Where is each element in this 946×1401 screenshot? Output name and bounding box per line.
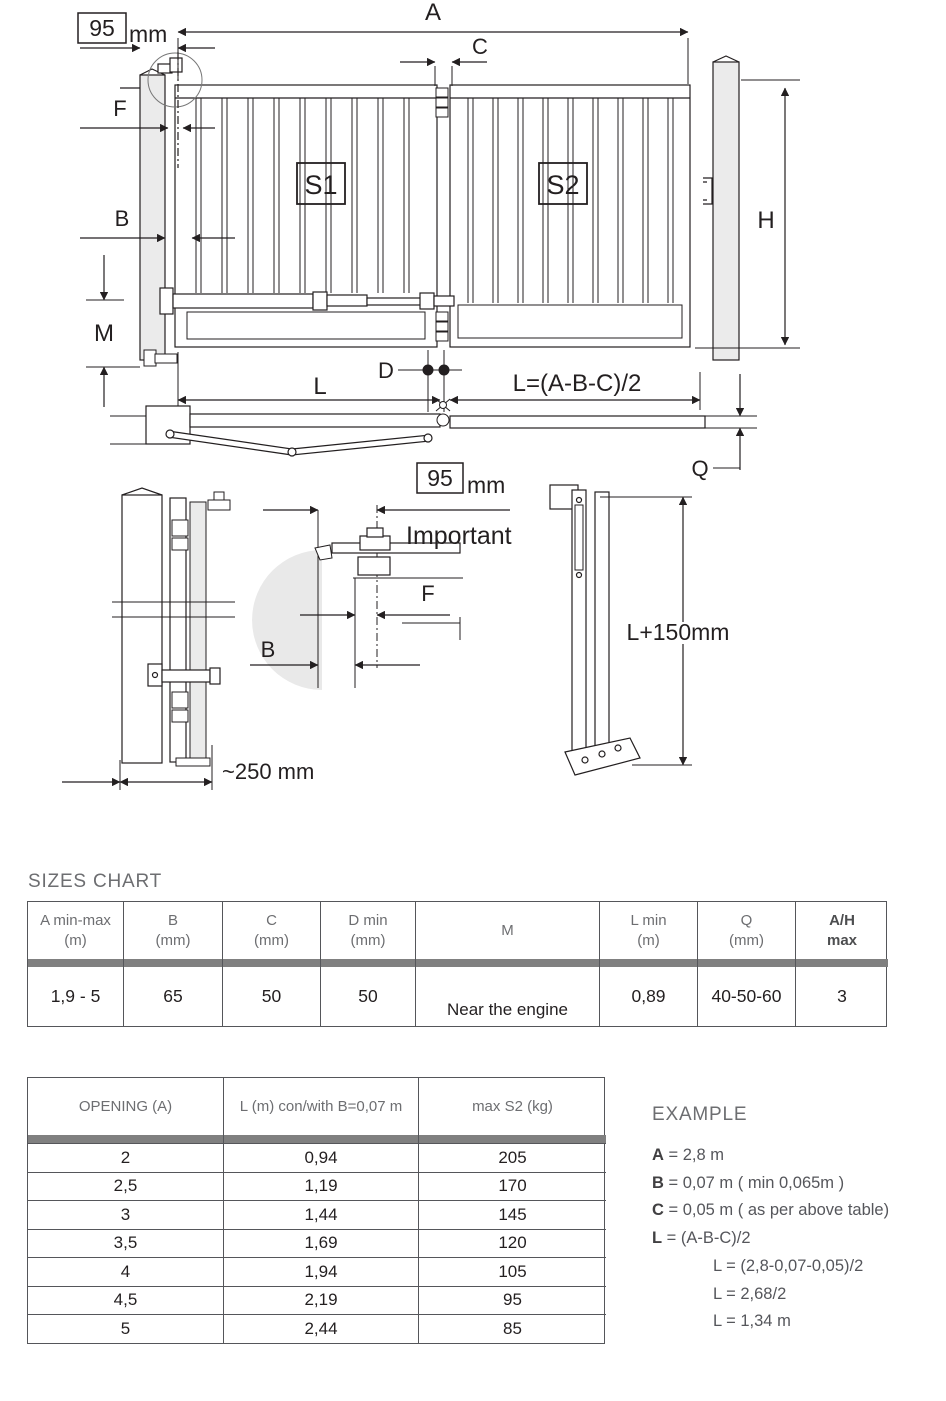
sizes-chart-table <box>27 901 887 1027</box>
col-unit: (mm) <box>254 931 289 949</box>
label-a: A <box>424 0 442 26</box>
example-text: = 0,05 m ( as per above table) <box>663 1201 890 1220</box>
example-line <box>652 1225 946 1253</box>
example-var: C <box>652 1201 664 1220</box>
leaf2-plan-bar <box>450 416 705 428</box>
separator-bar <box>224 1135 419 1143</box>
sizes-col-header <box>124 902 223 959</box>
label-q: Q <box>691 456 709 481</box>
separator-bar <box>416 959 600 967</box>
example-text: = 0,07 m ( min 0,065m ) <box>663 1173 845 1192</box>
sizes-col-header <box>600 902 698 959</box>
label-l: L <box>313 373 327 400</box>
latch-bracket <box>703 178 712 204</box>
table-cell: 1,44 <box>224 1200 419 1229</box>
d-gap-dot <box>423 365 433 375</box>
separator-bar <box>419 1135 606 1143</box>
label-d: D <box>378 358 394 383</box>
opening-table <box>27 1077 605 1344</box>
table-cell: 0,94 <box>224 1143 419 1172</box>
arm-plan-segment <box>292 435 430 455</box>
dimension-a <box>178 32 688 84</box>
sizes-col-header <box>698 902 796 959</box>
label-mm-mid: mm <box>467 472 506 498</box>
table-cell: 3,5 <box>28 1229 224 1258</box>
center-hinge-plan <box>436 399 450 426</box>
table-cell: 4 <box>28 1257 224 1286</box>
label-95-mid: 95 <box>427 465 453 491</box>
sizes-col-header <box>223 902 321 959</box>
table-cell: 2,44 <box>224 1314 419 1343</box>
col-label: B <box>167 912 178 929</box>
col-unit: (mm) <box>350 931 386 949</box>
post-front-view <box>62 488 235 790</box>
label-f: F <box>113 96 127 121</box>
table-cell: 170 <box>419 1172 606 1201</box>
table-cell: 1,69 <box>224 1229 419 1258</box>
table-cell: 85 <box>419 1314 606 1343</box>
table-cell: 5 <box>28 1314 224 1343</box>
opening-col-header: OPENING (A) <box>28 1078 224 1135</box>
leaf-projection-lines <box>398 350 462 412</box>
example-var: A <box>652 1146 664 1164</box>
label-s1: S1 <box>304 170 338 200</box>
separator-bar <box>223 959 321 967</box>
d-gap-dot <box>439 365 449 375</box>
separator-bar <box>796 959 888 967</box>
col-label: Q <box>740 912 753 929</box>
gate-leaf-s2 <box>450 85 690 347</box>
table-cell: 1,19 <box>224 1172 419 1201</box>
swing-arc-shade <box>252 550 322 690</box>
sizes-col-header <box>28 902 124 959</box>
table-cell: 145 <box>419 1200 606 1229</box>
dimension-c <box>400 62 487 86</box>
right-post <box>703 56 739 360</box>
sizes-value: 40-50-60 <box>698 967 796 1026</box>
example-section <box>652 1104 946 1336</box>
label-s2: S2 <box>546 170 580 200</box>
col-unit: (mm) <box>155 931 191 949</box>
sizes-value: Near the engine <box>416 967 600 1026</box>
sizes-value: 1,9 - 5 <box>28 967 124 1026</box>
table-cell: 2,5 <box>28 1172 224 1201</box>
label-250mm: ~250 mm <box>222 759 315 784</box>
table-cell: 95 <box>419 1286 606 1315</box>
opening-col-header: max S2 (kg) <box>472 1097 553 1115</box>
label-h: H <box>757 207 775 234</box>
col-label: L min <box>630 912 667 929</box>
dimension-h <box>695 80 800 348</box>
sizes-col-header <box>416 902 600 959</box>
separator-bar <box>321 959 416 967</box>
example-var: B <box>652 1173 664 1192</box>
sizes-value: 50 <box>321 967 416 1026</box>
sizes-col-header <box>321 902 416 959</box>
col-unit: (m) <box>64 931 87 949</box>
sizes-col-header <box>796 902 888 959</box>
example-sub-line: L = 2,68/2 <box>713 1284 787 1303</box>
example-text: = 2,8 m <box>663 1146 724 1164</box>
opening-col-header: L (m) con/with B=0,07 m <box>224 1078 419 1135</box>
dimension-q <box>713 374 740 470</box>
example-line <box>652 1170 946 1198</box>
example-line <box>652 1142 946 1170</box>
col-label: M <box>501 921 514 939</box>
table-cell: 120 <box>419 1229 606 1258</box>
separator-bar <box>28 959 124 967</box>
sizes-value: 0,89 <box>600 967 698 1026</box>
example-sub-line: L = (2,8-0,07-0,05)/2 <box>713 1256 864 1275</box>
gate-elevation-view <box>78 13 800 412</box>
example-line <box>652 1197 946 1225</box>
sizes-value: 3 <box>837 986 847 1006</box>
example-sub-line: L = 1,34 m <box>713 1312 791 1331</box>
dimension-l <box>178 352 440 410</box>
label-b: B <box>114 206 130 231</box>
table-cell: 2 <box>28 1143 224 1172</box>
label-l-formula: L=(A-B-C)/2 <box>512 370 642 397</box>
table-cell: 3 <box>28 1200 224 1229</box>
sizes-value: 65 <box>124 967 223 1026</box>
table-cell: 4,5 <box>28 1286 224 1315</box>
table-cell: 2,19 <box>224 1286 419 1315</box>
col-label: D min <box>348 912 388 929</box>
col-label: C <box>266 912 277 929</box>
label-f-detail: F <box>421 581 435 606</box>
col-label: A min-max <box>40 912 111 929</box>
label-m: M <box>94 320 114 347</box>
col-unit: (m) <box>637 931 660 949</box>
col-unit: (mm) <box>729 931 764 949</box>
table-cell: 105 <box>419 1257 606 1286</box>
label-l150: L+150mm <box>626 619 730 645</box>
label-mm-top: mm <box>129 21 168 47</box>
example-var: L <box>652 1229 663 1248</box>
separator-bar <box>600 959 698 967</box>
label-b-detail: B <box>260 637 276 662</box>
actuator-arm-elevation <box>160 288 454 314</box>
example-title: EXAMPLE <box>652 1104 748 1125</box>
separator-bar <box>28 1135 224 1143</box>
label-c: C <box>472 34 488 59</box>
table-cell: 1,94 <box>224 1257 419 1286</box>
col-unit: max <box>826 931 858 949</box>
gate-plan-view <box>110 374 757 470</box>
sizes-value: 50 <box>223 967 321 1026</box>
table-cell: 205 <box>419 1143 606 1172</box>
separator-bar <box>698 959 796 967</box>
leaf1-plan-bar <box>190 414 440 427</box>
label-95-top: 95 <box>89 15 115 41</box>
sizes-chart-title: SIZES CHART <box>28 871 163 892</box>
separator-bar <box>124 959 223 967</box>
example-text: = (A-B-C)/2 <box>662 1229 751 1248</box>
col-label: A/H <box>829 912 855 929</box>
label-important: Important <box>406 522 512 550</box>
